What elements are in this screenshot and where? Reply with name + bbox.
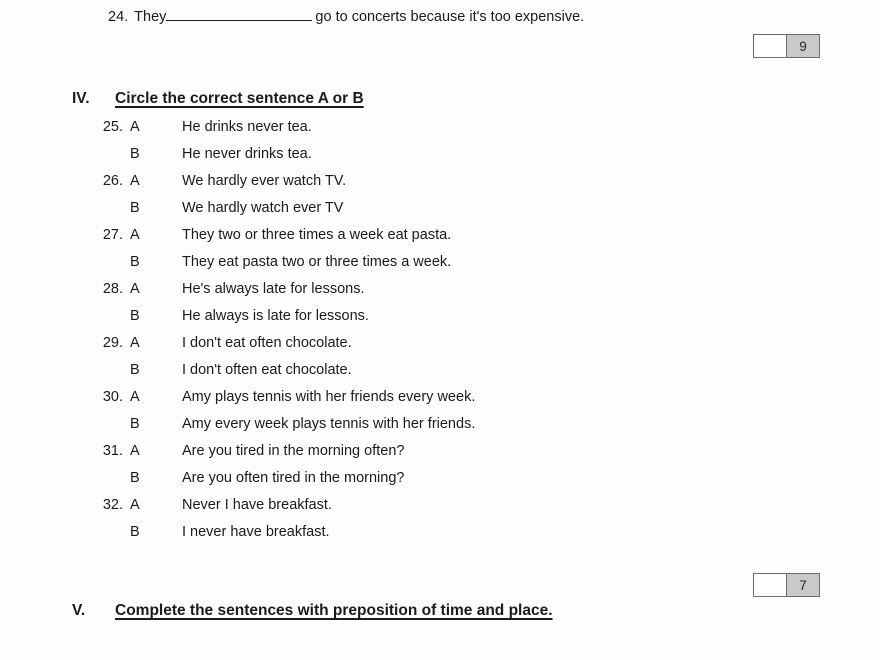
question-27 [100, 227, 720, 281]
question-30-number: 30. [102, 389, 123, 405]
question-29-number: 29. [102, 335, 123, 351]
option-text: He's always late for lessons. [182, 281, 365, 297]
option-text: He never drinks tea. [182, 146, 312, 162]
question-31-number: 31. [102, 443, 123, 459]
question-32-option-a[interactable] [100, 497, 720, 524]
question-25-option-b[interactable] [100, 146, 720, 173]
score-entry-cell[interactable] [754, 574, 787, 596]
score-box-section-iv [753, 573, 820, 597]
option-letter: B [130, 470, 140, 486]
section-iv-heading [72, 90, 364, 108]
section-v-roman: V. [72, 602, 86, 619]
option-text: They two or three times a week eat pasta. [182, 227, 452, 243]
question-31-option-a[interactable] [100, 443, 720, 470]
question-24-text-before: They [134, 9, 167, 25]
question-24-number: 24. [108, 9, 129, 25]
option-text: Amy every week plays tennis with her friends. [182, 416, 476, 432]
score-entry-cell[interactable] [754, 35, 787, 57]
question-27-number: 27. [102, 227, 123, 243]
question-24-text-after: go to concerts because it's too expensive. [315, 9, 585, 25]
section-v-title: Complete the sentences with preposition of time and place. [115, 602, 553, 619]
option-letter: A [130, 173, 140, 189]
option-text: I never have breakfast. [182, 524, 330, 540]
question-28 [100, 281, 720, 335]
option-text: Amy plays tennis with her friends every week. [182, 389, 476, 405]
option-text: I don't often eat chocolate. [182, 362, 352, 378]
question-28-option-b[interactable] [100, 308, 720, 335]
question-24-row [108, 8, 584, 25]
question-27-option-a[interactable] [100, 227, 720, 254]
question-26-option-a[interactable] [100, 173, 720, 200]
option-letter: B [130, 200, 140, 216]
option-text: We hardly watch ever TV [182, 200, 344, 216]
question-30-option-b[interactable] [100, 416, 720, 443]
option-letter: A [130, 119, 140, 135]
question-27-option-b[interactable] [100, 254, 720, 281]
question-25-number: 25. [102, 119, 123, 135]
option-letter: A [130, 281, 140, 297]
score-box-section-iii [753, 34, 820, 58]
question-29 [100, 335, 720, 389]
question-32 [100, 497, 720, 551]
option-letter: A [130, 497, 140, 513]
option-letter: B [130, 254, 140, 270]
option-text: Are you often tired in the morning? [182, 470, 405, 486]
question-28-number: 28. [102, 281, 123, 297]
section-iv-roman: IV. [72, 90, 90, 107]
option-text: He always is late for lessons. [182, 308, 369, 324]
question-31-option-b[interactable] [100, 470, 720, 497]
option-letter: B [130, 524, 140, 540]
option-text: We hardly ever watch TV. [182, 173, 347, 189]
option-letter: A [130, 227, 140, 243]
option-letter: B [130, 146, 140, 162]
section-v-heading [72, 602, 553, 620]
option-letter: A [130, 443, 140, 459]
question-30 [100, 389, 720, 443]
question-24-answer-blank[interactable] [166, 8, 312, 21]
question-32-number: 32. [102, 497, 123, 513]
option-text: Are you tired in the morning often? [182, 443, 405, 459]
score-total-value: 7 [787, 574, 819, 596]
option-letter: B [130, 416, 140, 432]
section-iv-title: Circle the correct sentence A or B [115, 90, 364, 107]
option-letter: A [130, 335, 140, 351]
option-letter: B [130, 308, 140, 324]
option-text: I don't eat often chocolate. [182, 335, 352, 351]
option-text: Never I have breakfast. [182, 497, 332, 513]
question-31 [100, 443, 720, 497]
option-text: He drinks never tea. [182, 119, 312, 135]
question-25-option-a[interactable] [100, 119, 720, 146]
option-text: They eat pasta two or three times a week. [182, 254, 452, 270]
question-26-number: 26. [102, 173, 123, 189]
question-29-option-a[interactable] [100, 335, 720, 362]
score-total-value: 9 [787, 35, 819, 57]
question-29-option-b[interactable] [100, 362, 720, 389]
question-30-option-a[interactable] [100, 389, 720, 416]
option-letter: A [130, 389, 140, 405]
question-32-option-b[interactable] [100, 524, 720, 551]
question-28-option-a[interactable] [100, 281, 720, 308]
question-26 [100, 173, 720, 227]
section-iv-question-list [100, 119, 720, 551]
option-letter: B [130, 362, 140, 378]
question-25 [100, 119, 720, 173]
question-26-option-b[interactable] [100, 200, 720, 227]
